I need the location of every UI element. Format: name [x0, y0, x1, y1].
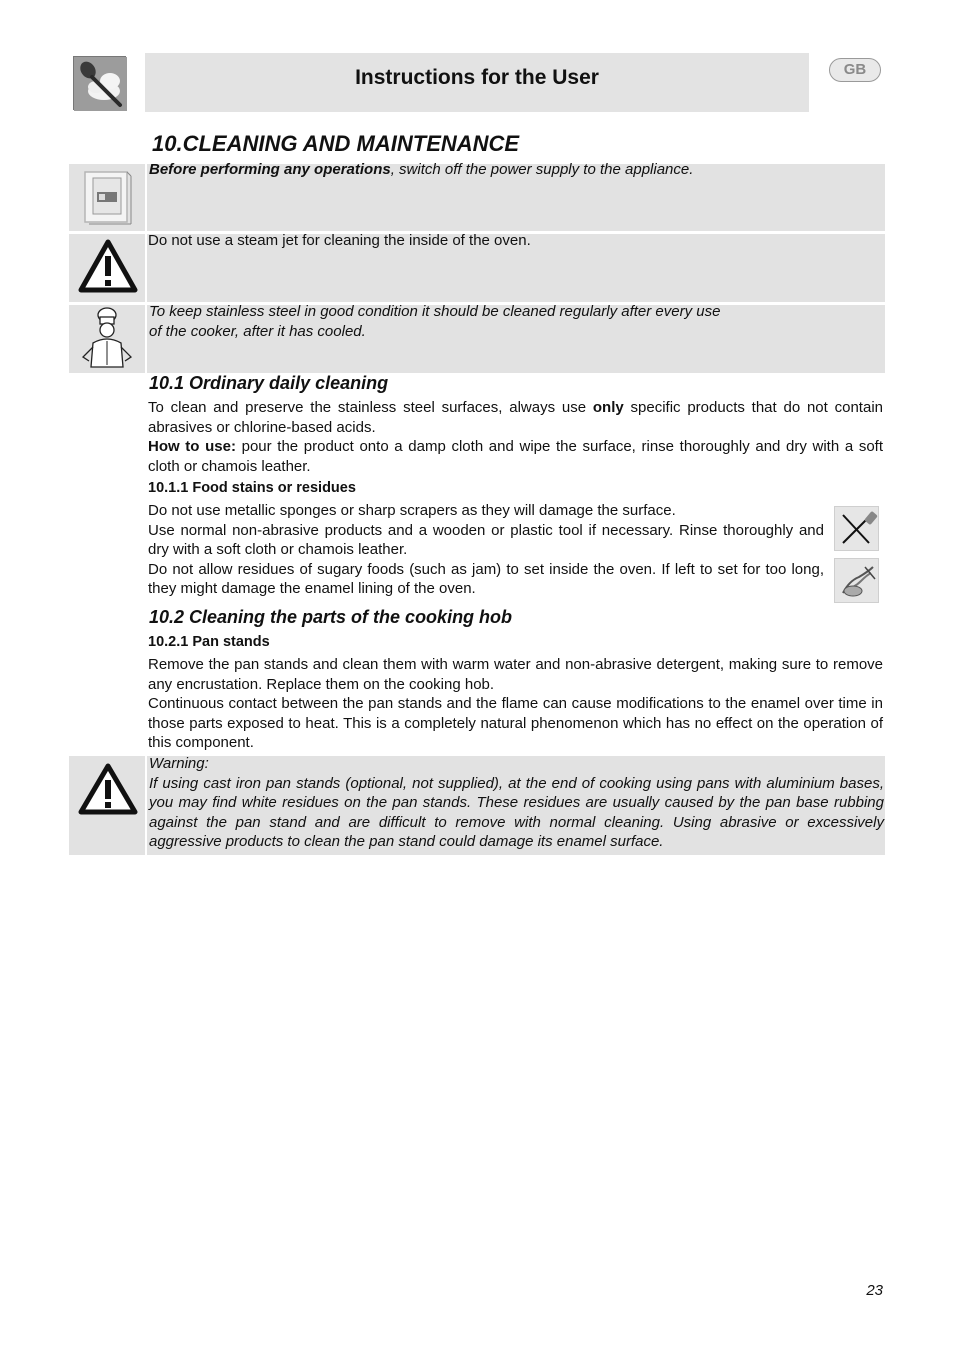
daily-p1-bold: only	[592, 399, 624, 416]
power-notice-rest: , switch off the power supply to the appliance.	[390, 161, 694, 178]
warning-triangle-icon	[69, 234, 145, 302]
food-stains-heading: 10.1.1 Food stains or residues	[148, 480, 356, 496]
no-scraper-icon	[834, 506, 879, 551]
stainless-notice-line-2: of the cooker, after it has cooled.	[149, 322, 366, 340]
daily-p1-start: To clean and preserve the stainless steel surfaces, always use	[148, 399, 593, 416]
stainless-notice-line-1: To keep stainless steel in good condition it should be cleaned regularly after every use	[149, 303, 721, 320]
pan-stands-text	[148, 655, 883, 753]
hob-cleaning-heading: 10.2 Cleaning the parts of the cooking hob	[149, 607, 513, 627]
page-header-title: Instructions for the User	[355, 66, 599, 89]
chef-spoon-logo-icon	[73, 56, 126, 110]
stainless-notice-icon-cell	[69, 305, 145, 373]
power-notice-text	[149, 160, 883, 180]
daily-cleaning-paragraph-1	[148, 398, 883, 437]
warning-title: Warning:	[149, 755, 209, 772]
section-title: 10.CLEANING AND MAINTENANCE	[152, 131, 520, 156]
steam-notice-icon-cell	[69, 234, 145, 302]
food-stains-paragraph-2: Use normal non-abrasive products and a wooden or plastic tool if necessary. Rinse thoroughly and dry with a soft cloth or chamois leather.	[148, 521, 824, 558]
daily-p2-rest: pour the product onto a damp cloth and wipe the surface, rinse thoroughly and dry with a soft cloth or chamois leather.	[148, 438, 883, 475]
chef-icon	[69, 305, 145, 373]
warning-triangle-icon	[69, 756, 145, 836]
warning-body: If using cast iron pan stands (optional, not supplied), at the end of cooking using pans with aluminium bases, you may find white residues on the pan stands. These residues are usually caused by the pan base rubbing against the pan stand and are difficult to remove with normal cleaning. Using abrasive or excessively aggressive products to clean the pan stand could damage its enamel surface.	[149, 774, 884, 850]
pan-stands-paragraph-2: Continuous contact between the pan stands and the flame can cause modifications to the enamel over time in those parts exposed to heat. This is a completely natural phenomenon which has no effect on the operation of this component.	[148, 695, 883, 751]
language-badge: GB	[829, 58, 881, 82]
power-notice-bold: Before performing any operations	[149, 161, 391, 178]
daily-cleaning-text	[148, 398, 883, 476]
daily-p2-bold: How to use:	[148, 438, 236, 455]
warning-text	[149, 754, 884, 852]
daily-p1-end: specific products that do not contain abrasives or chlorine-based acids.	[148, 399, 883, 436]
food-stains-text	[148, 501, 824, 599]
food-stains-paragraph-3: Do not allow residues of sugary foods (such as jam) to set inside the oven. If left to set for too long, they might damage the enamel lining of the oven.	[148, 560, 824, 597]
power-switch-icon	[69, 164, 145, 231]
pan-stands-paragraph-1: Remove the pan stands and clean them with warm water and non-abrasive detergent, making sure to remove any encrustation. Replace them on the cooking hob.	[148, 656, 883, 693]
steam-notice-text: Do not use a steam jet for cleaning the inside of the oven.	[148, 232, 531, 249]
power-notice-icon-cell	[69, 164, 145, 231]
stainless-notice-text	[149, 302, 883, 341]
daily-cleaning-heading: 10.1 Ordinary daily cleaning	[149, 373, 389, 393]
food-stains-paragraph-1: Do not use metallic sponges or sharp scrapers as they will damage the surface.	[148, 502, 676, 519]
daily-cleaning-paragraph-2	[148, 437, 883, 476]
pan-stands-heading: 10.2.1 Pan stands	[148, 634, 270, 650]
page-number: 23	[866, 1282, 883, 1299]
warning-icon-cell	[69, 756, 145, 855]
scouring-pad-icon	[834, 558, 879, 603]
